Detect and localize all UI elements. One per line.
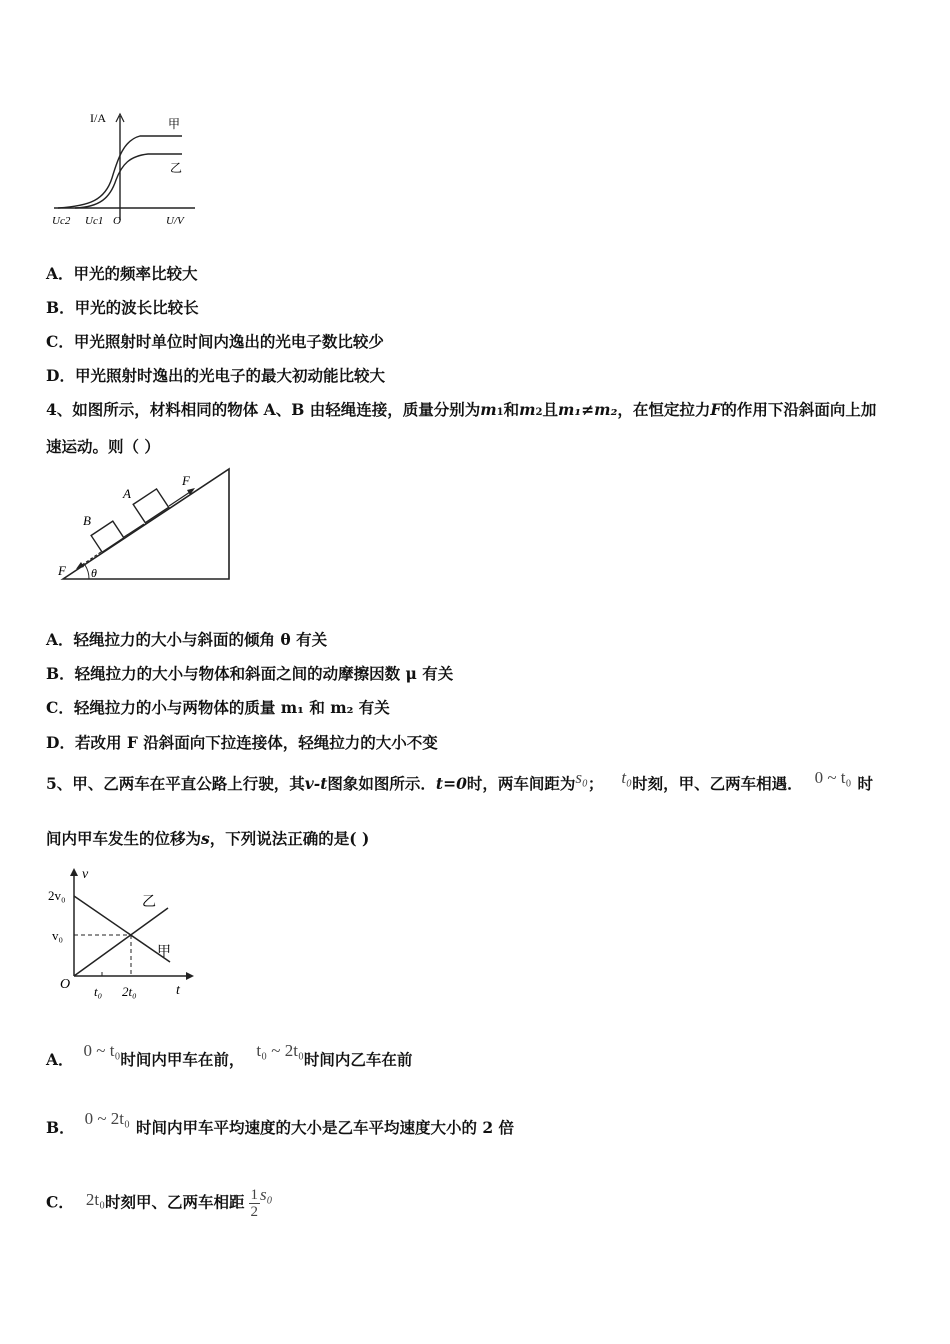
q3-option-d: D．甲光照射时逸出的光电子的最大初动能比较大 — [46, 366, 385, 385]
t0-tick-label: t₀ — [94, 984, 103, 999]
q4-stem-line2: 速运动。则（ ） — [46, 437, 160, 456]
v-axis-label: v — [82, 867, 89, 882]
incline-diagram — [55, 466, 240, 586]
uc2-label: Uc2 — [52, 215, 71, 227]
q4-stem-line1: 4、如图所示，材料相同的物体 A、B 由轻绳连接，质量分别为m1和m2且m₁≠m₂，在恒定拉力F的作用下沿斜面向上加 — [46, 400, 877, 419]
q3-option-a: A．甲光的频率比较大 — [46, 264, 198, 283]
force-up-label: F — [182, 473, 190, 488]
photoelectric-iu-graph — [50, 108, 200, 233]
q4-option-c: C．轻绳拉力的小与两物体的质量 m₁ 和 m₂ 有关 — [46, 698, 390, 717]
q4-option-a: A．轻绳拉力的大小与斜面的倾角 θ 有关 — [46, 630, 328, 649]
jia-label: 甲 — [157, 945, 171, 960]
uc1-label: Uc1 — [85, 215, 104, 227]
fraction-half: $\frac{1}{2}$ — [250, 1187, 259, 1220]
vt-graph — [42, 858, 202, 1003]
origin-label: O — [113, 215, 121, 227]
q4-option-d: D．若改用 F 沿斜面向下拉连接体，轻绳拉力的大小不变 — [46, 733, 438, 752]
i-axis-label: I/A — [90, 111, 106, 125]
q5-option-c: C． 2t₀时刻甲、乙两车相距 $\frac{1}{2}$ s₀ — [46, 1184, 273, 1220]
q4-option-b: B．轻绳拉力的大小与物体和斜面之间的动摩擦因数 μ 有关 — [46, 664, 454, 683]
t-axis-label: t — [176, 983, 180, 998]
q5-option-b: B． 0 ~ 2t₀ 时间内甲车平均速度的大小是乙车平均速度大小的 2 倍 — [46, 1109, 515, 1137]
q5-option-a: A． 0 ~ t₀时间内甲车在前， t₀ ~ 2t₀时间内乙车在前 — [46, 1041, 413, 1069]
q3-option-b: B．甲光的波长比较长 — [46, 298, 199, 317]
yi-label: 乙 — [142, 895, 156, 910]
angle-label: θ — [91, 566, 97, 580]
two-v0-label: 2v₀ — [48, 888, 66, 903]
origin-label: O — [60, 977, 71, 992]
force-down-label: F — [58, 563, 66, 578]
q5-stem-line1: 5、甲、乙两车在平直公路上行驶，其v-t图象如图所示．t=0时，两车间距为s₀； t₀时刻，甲、乙两车相遇． 0 ~ t₀ 时 — [46, 768, 873, 793]
block-a-label: A — [123, 486, 131, 501]
curve-jia-label: 甲 — [168, 117, 181, 131]
two-t0-tick-label: 2t₀ — [122, 984, 137, 999]
block-b-label: B — [83, 513, 91, 528]
q5-stem-line2: 间内甲车发生的位移为s，下列说法正确的是( ) — [46, 829, 370, 848]
u-axis-label: U/V — [166, 215, 184, 227]
v0-label: v₀ — [52, 928, 64, 943]
curve-yi-label: 乙 — [170, 161, 183, 175]
q3-option-c: C．甲光照射时单位时间内逸出的光电子数比较少 — [46, 332, 384, 351]
